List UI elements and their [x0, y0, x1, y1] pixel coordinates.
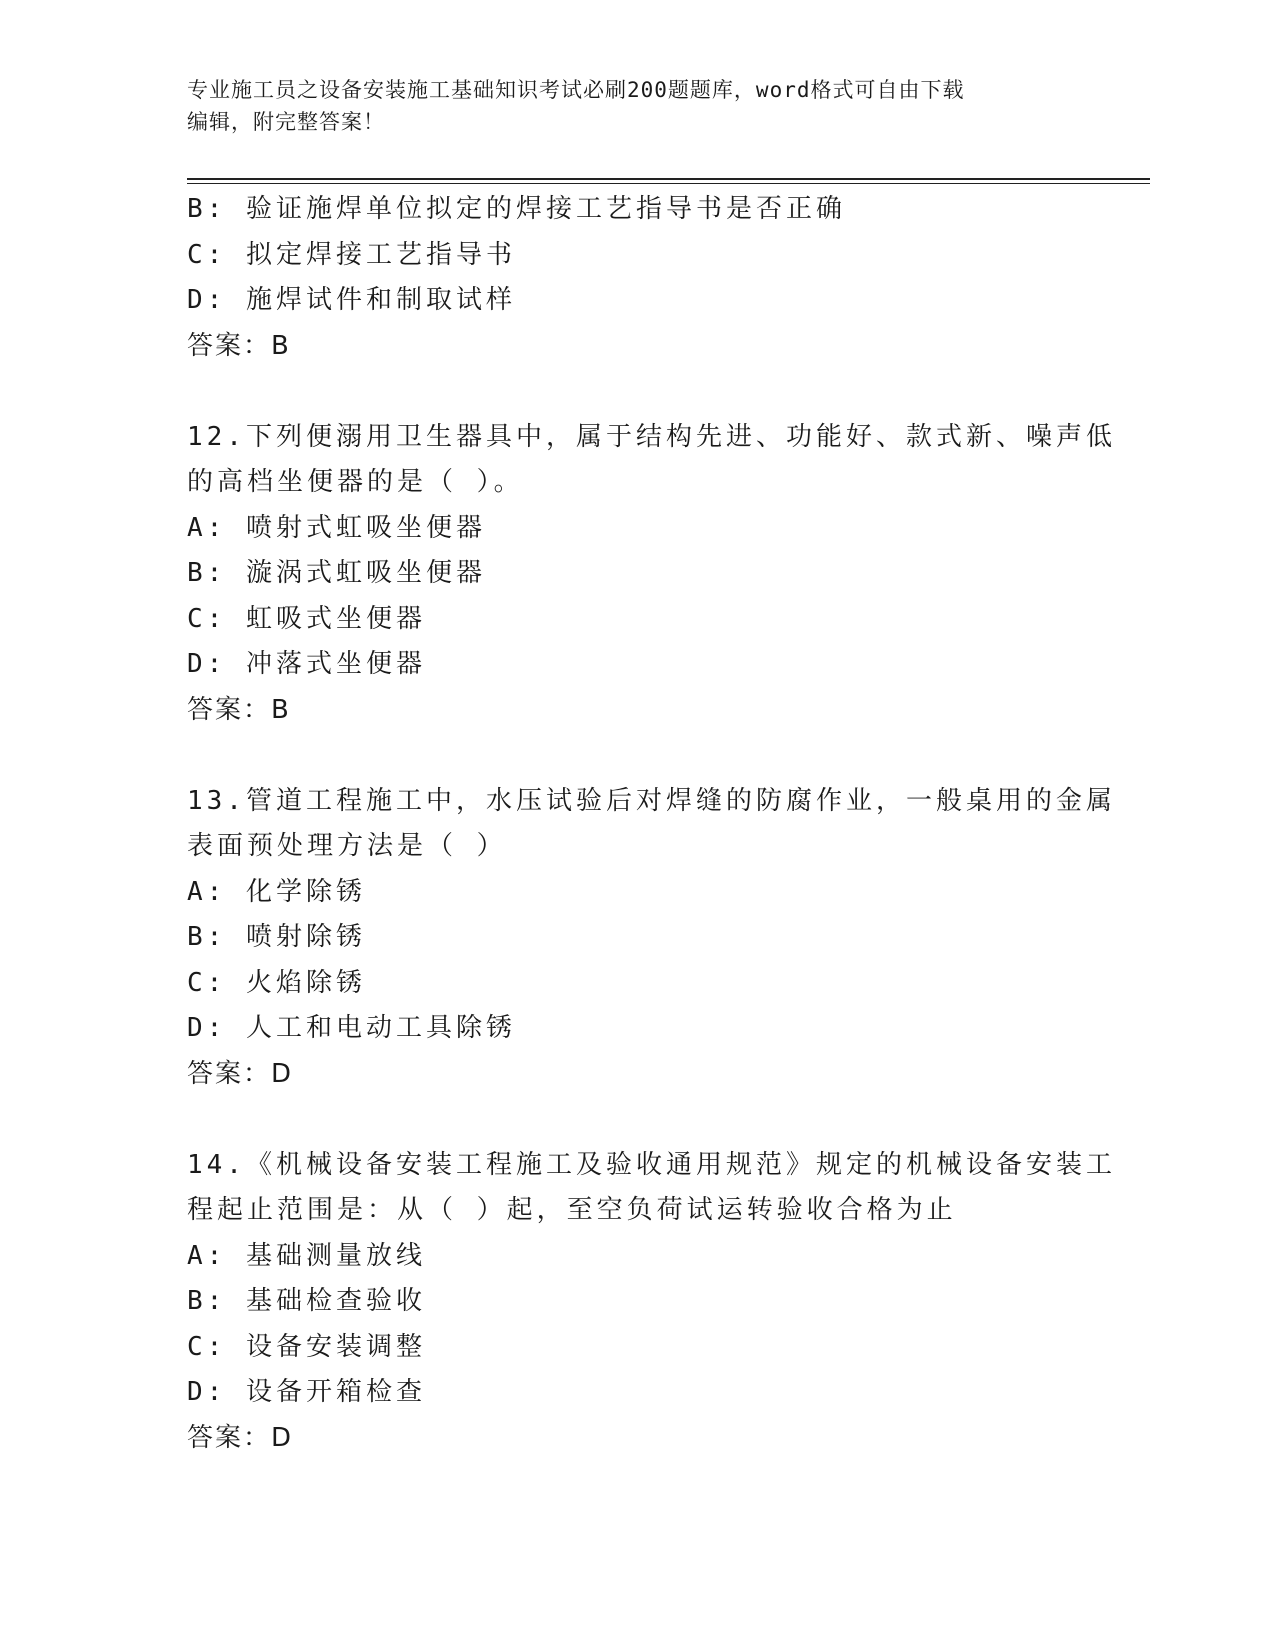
option-c: C: 拟定焊接工艺指导书	[187, 239, 516, 270]
option-b: B: 漩涡式虹吸坐便器	[187, 558, 486, 588]
document-body	[187, 187, 1116, 1461]
spacer	[187, 733, 1087, 779]
option-b: B: 喷射除锈	[187, 922, 366, 952]
answer-line: 答案：D	[187, 1422, 294, 1453]
document-header	[187, 74, 1067, 138]
question-12	[187, 415, 1116, 734]
question-text-line: 13.管道工程施工中，水压试验后对焊缝的防腐作业，一般桌用的金属	[187, 785, 1116, 816]
option-d: D: 冲落式坐便器	[187, 649, 426, 679]
option-a: A: 化学除锈	[187, 876, 366, 907]
question-14	[187, 1143, 1116, 1462]
answer-line: 答案：B	[187, 694, 291, 725]
question-11	[187, 187, 1087, 369]
option-a: A: 喷射式虹吸坐便器	[187, 512, 486, 543]
question-13	[187, 779, 1116, 1098]
spacer	[187, 369, 1087, 415]
option-d: D: 施焊试件和制取试样	[187, 285, 516, 315]
spacer	[187, 1097, 1087, 1143]
question-text-line: 表面预处理方法是（ ）	[187, 831, 507, 861]
question-text-line: 14.《机械设备安装工程施工及验收通用规范》规定的机械设备安装工	[187, 1149, 1116, 1180]
header-divider-thin	[187, 183, 1150, 184]
option-c: C: 设备安装调整	[187, 1331, 426, 1362]
option-c: C: 火焰除锈	[187, 967, 366, 998]
header-line-2: 编辑，附完整答案！	[187, 110, 385, 134]
option-b: B: 验证施焊单位拟定的焊接工艺指导书是否正确	[187, 194, 846, 224]
option-d: D: 设备开箱检查	[187, 1377, 426, 1407]
option-d: D: 人工和电动工具除锈	[187, 1013, 516, 1043]
question-text-line: 程起止范围是：从（ ）起，至空负荷试运转验收合格为止	[187, 1195, 957, 1225]
option-a: A: 基础测量放线	[187, 1240, 426, 1271]
answer-line: 答案：D	[187, 1058, 294, 1089]
question-text-line: 的高档坐便器的是（ ）。	[187, 467, 524, 497]
header-divider-thick	[187, 178, 1150, 180]
option-b: B: 基础检查验收	[187, 1286, 426, 1316]
header-line-1: 专业施工员之设备安装施工基础知识考试必刷200题题库，word格式可自由下载	[187, 78, 965, 102]
answer-line: 答案：B	[187, 330, 291, 361]
question-text-line: 12.下列便溺用卫生器具中，属于结构先进、功能好、款式新、噪声低	[187, 421, 1116, 452]
option-c: C: 虹吸式坐便器	[187, 603, 426, 634]
